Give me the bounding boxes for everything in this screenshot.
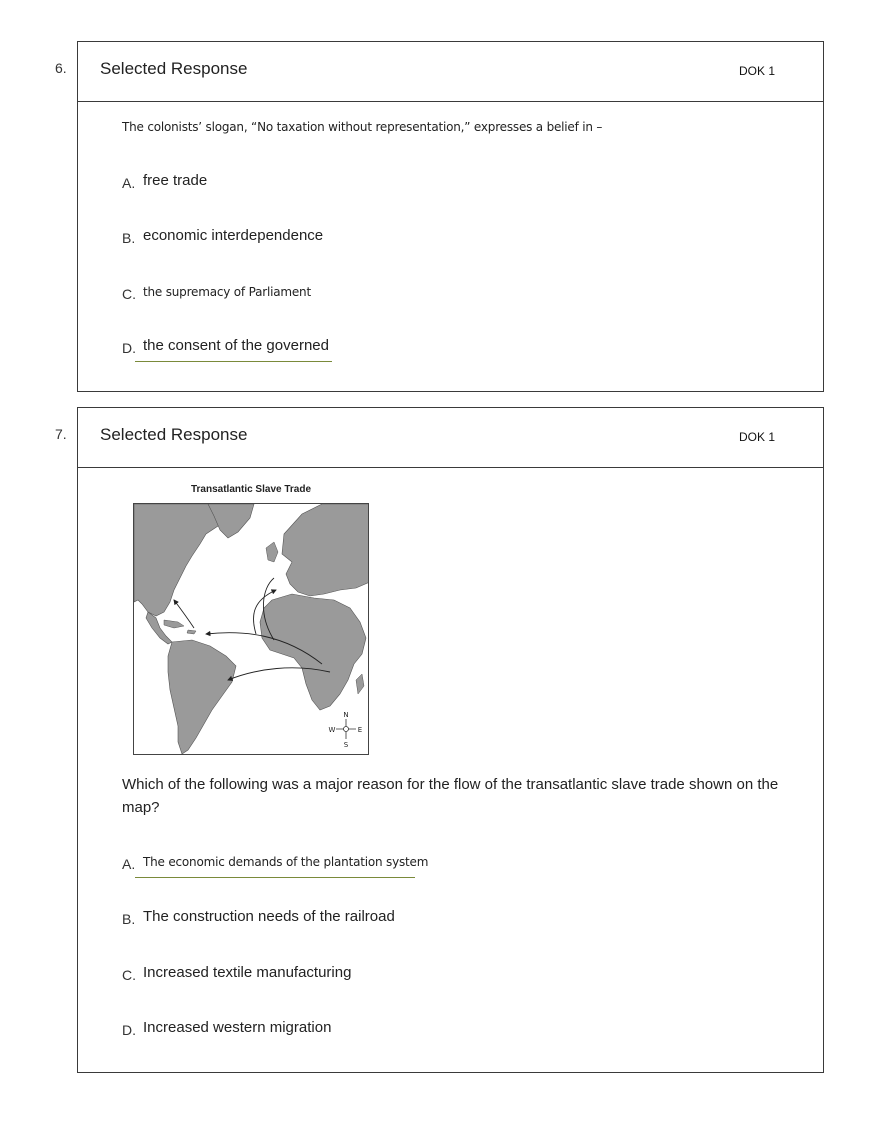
madagascar-island [356, 674, 364, 694]
option-letter: B. [122, 911, 136, 927]
question-6-answer-underline [135, 361, 332, 362]
question-6-number: 6. [55, 60, 67, 76]
question-7-card [77, 407, 824, 1073]
question-6-prompt: The colonists’ slogan, “No taxation without representation,” expresses a belief in – [122, 120, 603, 134]
south-america-landmass [168, 640, 236, 754]
map-title: Transatlantic Slave Trade [190, 484, 312, 495]
question-7-type-label: Selected Response [100, 425, 248, 444]
question-7-header [78, 408, 823, 468]
option-text: the consent of the governed [143, 337, 329, 354]
question-7-prompt: Which of the following was a major reason for the flow of the transatlantic slave trade shown on the map? [122, 776, 779, 816]
central-america-landmass [146, 612, 172, 644]
question-7-dok-badge: DOK 1 [738, 430, 775, 444]
africa-landmass [260, 594, 366, 710]
question-7-number: 7. [55, 426, 67, 442]
option-text: The economic demands of the plantation system [143, 855, 429, 869]
option-text: The construction needs of the railroad [143, 908, 395, 925]
option-text: Increased western migration [143, 1019, 332, 1036]
option-text: economic interdependence [143, 227, 324, 244]
compass-rose [329, 711, 363, 749]
option-letter: C. [122, 967, 136, 983]
question-6-dok-badge: DOK 1 [738, 64, 775, 78]
europe-landmass [282, 504, 369, 596]
question-6-type-label: Selected Response [100, 59, 248, 78]
slave-trade-map-figure [131, 484, 371, 759]
north-america-landmass [134, 504, 226, 616]
option-letter: D. [122, 1022, 136, 1038]
caribbean-islands [164, 620, 196, 634]
option-text: the supremacy of Parliament [143, 285, 311, 299]
compass-south: S [343, 741, 349, 749]
option-letter: A. [122, 175, 136, 191]
option-text: Increased textile manufacturing [143, 964, 352, 981]
question-7-answer-underline [135, 877, 415, 878]
compass-west: W [328, 726, 336, 734]
option-text: free trade [143, 172, 208, 189]
compass-north: N [343, 711, 349, 719]
option-letter: A. [122, 856, 136, 872]
british-isles [266, 542, 278, 562]
option-letter: D. [122, 340, 136, 356]
map-frame [133, 503, 369, 755]
option-letter: B. [122, 230, 136, 246]
question-6-card [77, 41, 824, 392]
question-6-header [78, 42, 823, 102]
compass-east: E [357, 726, 363, 734]
world-map-graphic [134, 504, 369, 755]
option-letter: C. [122, 286, 136, 302]
